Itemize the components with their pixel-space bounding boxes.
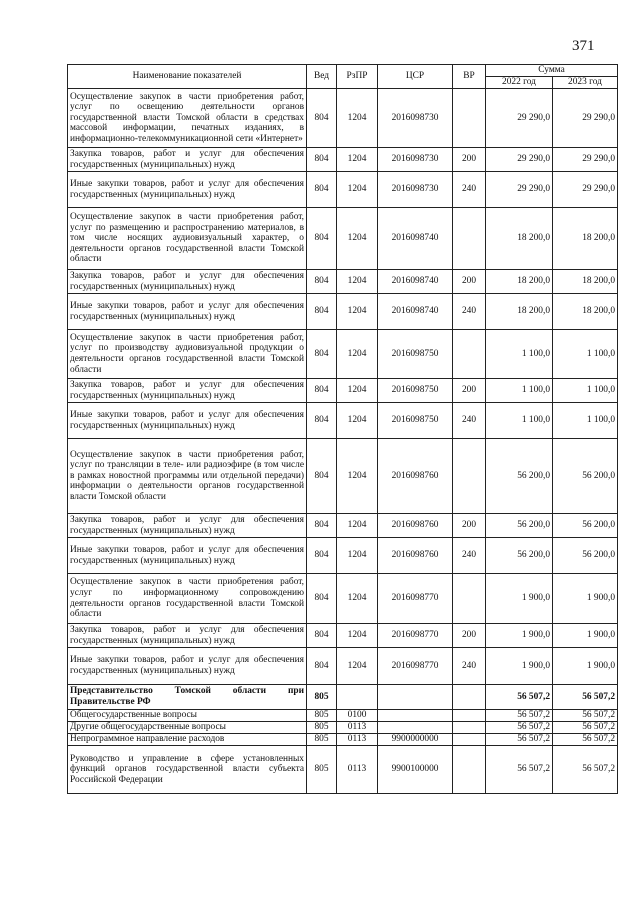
cell-vr: 240 bbox=[453, 648, 486, 685]
cell-name: Закупка товаров, работ и услуг для обеспечения государственных (муниципальных) нужд bbox=[68, 624, 307, 648]
cell-2022: 18 200,0 bbox=[486, 294, 553, 330]
table-row bbox=[68, 514, 618, 538]
cell-2022: 1 100,0 bbox=[486, 330, 553, 379]
cell-name: Другие общегосударственные вопросы bbox=[68, 722, 307, 734]
cell-csr: 2016098740 bbox=[378, 208, 453, 270]
cell-csr: 2016098740 bbox=[378, 270, 453, 294]
cell-name: Осуществление закупок в части приобретения работ, услуг по информационному сопровождению деятельности органов государственной власти Томской области bbox=[68, 574, 307, 624]
cell-2023: 1 900,0 bbox=[553, 574, 618, 624]
cell-rzpr: 0113 bbox=[337, 734, 378, 746]
table-row bbox=[68, 746, 618, 794]
cell-csr bbox=[378, 685, 453, 710]
cell-csr: 2016098760 bbox=[378, 538, 453, 574]
cell-csr: 2016098750 bbox=[378, 330, 453, 379]
header-rzpr: РзПР bbox=[337, 65, 378, 89]
cell-csr: 2016098750 bbox=[378, 403, 453, 439]
table-row bbox=[68, 439, 618, 514]
cell-csr: 2016098770 bbox=[378, 574, 453, 624]
cell-csr: 2016098760 bbox=[378, 439, 453, 514]
cell-2022: 56 200,0 bbox=[486, 514, 553, 538]
cell-2023: 18 200,0 bbox=[553, 208, 618, 270]
cell-ved: 805 bbox=[307, 746, 337, 794]
cell-vr bbox=[453, 439, 486, 514]
cell-csr: 2016098730 bbox=[378, 172, 453, 208]
cell-ved: 804 bbox=[307, 403, 337, 439]
cell-2023: 1 900,0 bbox=[553, 624, 618, 648]
cell-rzpr: 0100 bbox=[337, 710, 378, 722]
cell-2023: 56 507,2 bbox=[553, 722, 618, 734]
cell-2023: 56 507,2 bbox=[553, 710, 618, 722]
header-2022: 2022 год bbox=[486, 77, 553, 89]
cell-vr: 240 bbox=[453, 294, 486, 330]
cell-name: Закупка товаров, работ и услуг для обеспечения государственных (муниципальных) нужд bbox=[68, 379, 307, 403]
cell-2023: 56 200,0 bbox=[553, 439, 618, 514]
cell-vr bbox=[453, 685, 486, 710]
table-row bbox=[68, 89, 618, 148]
cell-2023: 29 290,0 bbox=[553, 89, 618, 148]
cell-rzpr: 1204 bbox=[337, 538, 378, 574]
cell-rzpr: 1204 bbox=[337, 439, 378, 514]
cell-rzpr: 1204 bbox=[337, 89, 378, 148]
table-row bbox=[68, 710, 618, 722]
cell-vr bbox=[453, 574, 486, 624]
cell-name: Общегосударственные вопросы bbox=[68, 710, 307, 722]
table-row bbox=[68, 208, 618, 270]
cell-name: Иные закупки товаров, работ и услуг для обеспечения государственных (муниципальных) нужд bbox=[68, 403, 307, 439]
cell-rzpr: 1204 bbox=[337, 574, 378, 624]
table-row bbox=[68, 648, 618, 685]
cell-vr bbox=[453, 734, 486, 746]
cell-name: Осуществление закупок в части приобретения работ, услуг по размещению и распространению материалов, в том числе носящих аудиовизуальный характер, о деятельности органов государственной власти Томской области bbox=[68, 208, 307, 270]
cell-ved: 804 bbox=[307, 514, 337, 538]
cell-vr: 200 bbox=[453, 148, 486, 172]
cell-rzpr: 1204 bbox=[337, 270, 378, 294]
cell-ved: 804 bbox=[307, 270, 337, 294]
cell-name: Иные закупки товаров, работ и услуг для обеспечения государственных (муниципальных) нужд bbox=[68, 172, 307, 208]
cell-ved: 804 bbox=[307, 648, 337, 685]
cell-2022: 29 290,0 bbox=[486, 172, 553, 208]
cell-rzpr: 1204 bbox=[337, 648, 378, 685]
header-2023: 2023 год bbox=[553, 77, 618, 89]
cell-rzpr: 1204 bbox=[337, 148, 378, 172]
cell-vr: 200 bbox=[453, 270, 486, 294]
table-row bbox=[68, 148, 618, 172]
cell-rzpr: 1204 bbox=[337, 624, 378, 648]
cell-2022: 56 507,2 bbox=[486, 722, 553, 734]
table-row bbox=[68, 574, 618, 624]
cell-2022: 56 507,2 bbox=[486, 710, 553, 722]
cell-2022: 56 507,2 bbox=[486, 746, 553, 794]
table-body bbox=[68, 89, 618, 794]
header-name: Наименование показателей bbox=[68, 65, 307, 89]
cell-vr bbox=[453, 710, 486, 722]
cell-ved: 805 bbox=[307, 734, 337, 746]
cell-rzpr: 1204 bbox=[337, 208, 378, 270]
cell-name: Иные закупки товаров, работ и услуг для обеспечения государственных (муниципальных) нужд bbox=[68, 648, 307, 685]
cell-csr: 2016098730 bbox=[378, 89, 453, 148]
cell-name: Иные закупки товаров, работ и услуг для обеспечения государственных (муниципальных) нужд bbox=[68, 294, 307, 330]
cell-rzpr: 1204 bbox=[337, 514, 378, 538]
cell-2023: 56 507,2 bbox=[553, 685, 618, 710]
header-summa: Сумма bbox=[486, 65, 618, 77]
cell-name: Осуществление закупок в части приобретения работ, услуг по трансляции в теле- или радиоэфире (в том числе в рамках новостной программы или отдельной передачи) информации о деятельности органов государственной власти Томской области bbox=[68, 439, 307, 514]
table-row bbox=[68, 538, 618, 574]
cell-2022: 56 200,0 bbox=[486, 538, 553, 574]
cell-2022: 1 900,0 bbox=[486, 574, 553, 624]
cell-2023: 18 200,0 bbox=[553, 270, 618, 294]
cell-vr bbox=[453, 330, 486, 379]
cell-csr: 2016098770 bbox=[378, 624, 453, 648]
cell-ved: 804 bbox=[307, 172, 337, 208]
cell-name: Руководство и управление в сфере установленных функций органов государственной власти субъекта Российской Федерации bbox=[68, 746, 307, 794]
cell-vr bbox=[453, 722, 486, 734]
cell-2022: 18 200,0 bbox=[486, 270, 553, 294]
cell-ved: 804 bbox=[307, 574, 337, 624]
cell-name: Представительство Томской области при Правительстве РФ bbox=[68, 685, 307, 710]
cell-ved: 804 bbox=[307, 208, 337, 270]
cell-name: Непрограммное направление расходов bbox=[68, 734, 307, 746]
cell-2023: 29 290,0 bbox=[553, 148, 618, 172]
cell-2023: 56 200,0 bbox=[553, 538, 618, 574]
cell-ved: 804 bbox=[307, 89, 337, 148]
page-number: 371 bbox=[572, 38, 595, 54]
cell-ved: 804 bbox=[307, 624, 337, 648]
cell-rzpr bbox=[337, 685, 378, 710]
cell-ved: 804 bbox=[307, 330, 337, 379]
table-row bbox=[68, 270, 618, 294]
cell-2022: 56 507,2 bbox=[486, 685, 553, 710]
table-row bbox=[68, 685, 618, 710]
cell-csr: 9900100000 bbox=[378, 746, 453, 794]
cell-vr bbox=[453, 208, 486, 270]
table-row bbox=[68, 624, 618, 648]
cell-2022: 29 290,0 bbox=[486, 89, 553, 148]
cell-name: Закупка товаров, работ и услуг для обеспечения государственных (муниципальных) нужд bbox=[68, 270, 307, 294]
cell-name: Осуществление закупок в части приобретения работ, услуг по освещению деятельности органов государственной власти Томской области в средствах массовой информации, печатных изданиях, в информационно-телекоммуникационной сети «Интернет» bbox=[68, 89, 307, 148]
header-vr: ВР bbox=[453, 65, 486, 89]
cell-2022: 56 200,0 bbox=[486, 439, 553, 514]
table-row bbox=[68, 403, 618, 439]
table-row bbox=[68, 330, 618, 379]
cell-2023: 56 507,2 bbox=[553, 734, 618, 746]
cell-2022: 1 100,0 bbox=[486, 403, 553, 439]
cell-vr bbox=[453, 89, 486, 148]
cell-ved: 804 bbox=[307, 439, 337, 514]
cell-csr: 2016098730 bbox=[378, 148, 453, 172]
cell-2022: 1 900,0 bbox=[486, 648, 553, 685]
cell-ved: 804 bbox=[307, 538, 337, 574]
cell-csr bbox=[378, 710, 453, 722]
cell-ved: 804 bbox=[307, 294, 337, 330]
table-row bbox=[68, 294, 618, 330]
cell-ved: 804 bbox=[307, 379, 337, 403]
cell-name: Осуществление закупок в части приобретения работ, услуг по производству аудиовизуальной продукции о деятельности органов государственной власти Томской области bbox=[68, 330, 307, 379]
cell-2022: 1 100,0 bbox=[486, 379, 553, 403]
cell-csr: 2016098740 bbox=[378, 294, 453, 330]
cell-2023: 56 200,0 bbox=[553, 514, 618, 538]
table-row bbox=[68, 172, 618, 208]
cell-rzpr: 1204 bbox=[337, 379, 378, 403]
cell-rzpr: 1204 bbox=[337, 172, 378, 208]
cell-csr: 9900000000 bbox=[378, 734, 453, 746]
cell-vr: 240 bbox=[453, 538, 486, 574]
cell-2023: 1 100,0 bbox=[553, 379, 618, 403]
cell-csr: 2016098750 bbox=[378, 379, 453, 403]
cell-vr: 240 bbox=[453, 172, 486, 208]
header-csr: ЦСР bbox=[378, 65, 453, 89]
cell-ved: 804 bbox=[307, 148, 337, 172]
cell-name: Иные закупки товаров, работ и услуг для обеспечения государственных (муниципальных) нужд bbox=[68, 538, 307, 574]
cell-vr: 240 bbox=[453, 403, 486, 439]
cell-2022: 1 900,0 bbox=[486, 624, 553, 648]
cell-2022: 18 200,0 bbox=[486, 208, 553, 270]
cell-2022: 56 507,2 bbox=[486, 734, 553, 746]
cell-rzpr: 1204 bbox=[337, 294, 378, 330]
cell-2023: 56 507,2 bbox=[553, 746, 618, 794]
cell-vr: 200 bbox=[453, 379, 486, 403]
cell-2023: 1 100,0 bbox=[553, 403, 618, 439]
cell-rzpr: 0113 bbox=[337, 746, 378, 794]
table-row bbox=[68, 379, 618, 403]
cell-ved: 805 bbox=[307, 722, 337, 734]
cell-rzpr: 0113 bbox=[337, 722, 378, 734]
cell-2023: 29 290,0 bbox=[553, 172, 618, 208]
cell-csr: 2016098760 bbox=[378, 514, 453, 538]
cell-ved: 805 bbox=[307, 685, 337, 710]
cell-ved: 805 bbox=[307, 710, 337, 722]
cell-vr: 200 bbox=[453, 514, 486, 538]
cell-name: Закупка товаров, работ и услуг для обеспечения государственных (муниципальных) нужд bbox=[68, 514, 307, 538]
cell-2023: 18 200,0 bbox=[553, 294, 618, 330]
cell-2023: 1 100,0 bbox=[553, 330, 618, 379]
cell-csr bbox=[378, 722, 453, 734]
cell-vr bbox=[453, 746, 486, 794]
cell-2023: 1 900,0 bbox=[553, 648, 618, 685]
header-ved: Вед bbox=[307, 65, 337, 89]
cell-2022: 29 290,0 bbox=[486, 148, 553, 172]
cell-rzpr: 1204 bbox=[337, 330, 378, 379]
cell-csr: 2016098770 bbox=[378, 648, 453, 685]
budget-table bbox=[67, 64, 618, 794]
cell-vr: 200 bbox=[453, 624, 486, 648]
table-row bbox=[68, 734, 618, 746]
cell-rzpr: 1204 bbox=[337, 403, 378, 439]
cell-name: Закупка товаров, работ и услуг для обеспечения государственных (муниципальных) нужд bbox=[68, 148, 307, 172]
table-row bbox=[68, 722, 618, 734]
